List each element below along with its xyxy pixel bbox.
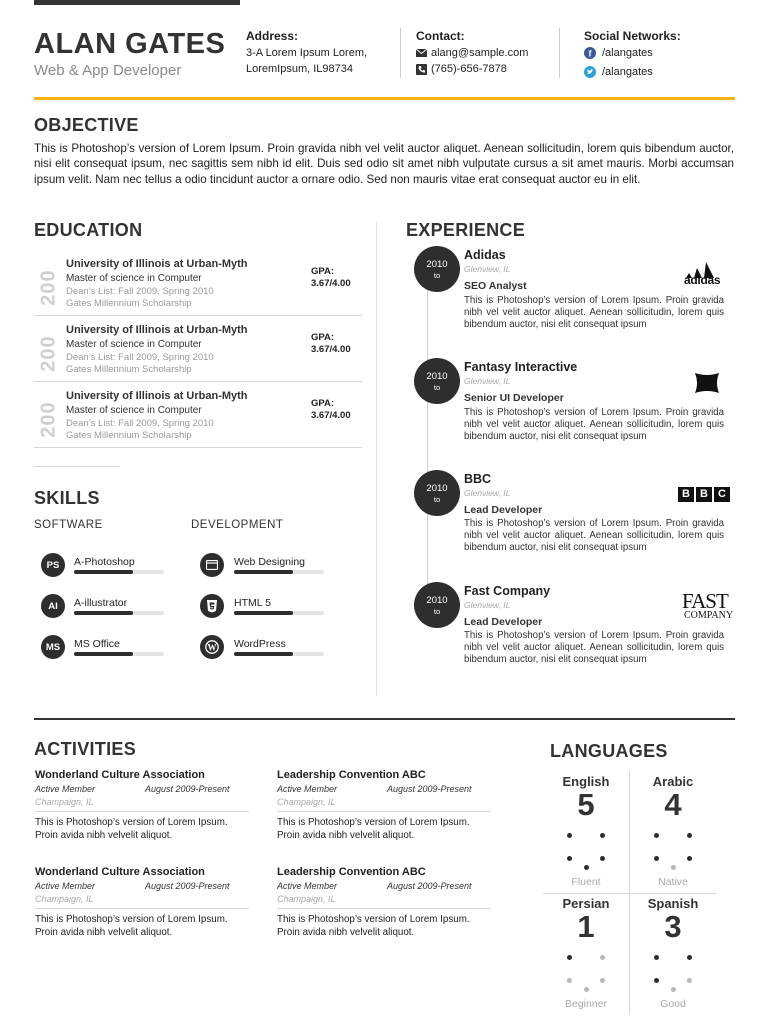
- header-accent-line: [34, 97, 735, 100]
- skill-bar: [74, 611, 164, 615]
- language-dot: [584, 865, 589, 870]
- objective-title: OBJECTIVE: [34, 115, 139, 135]
- education-degree: Master of science in Computer: [66, 273, 202, 284]
- column-divider: [376, 222, 377, 696]
- software-label: SOFTWARE: [34, 519, 103, 531]
- activity-line: [35, 811, 249, 812]
- language-dot: [600, 955, 605, 960]
- language-dot: [567, 955, 572, 960]
- education-year: 200: [37, 335, 60, 372]
- education-note: Gates Millennium Scholarship: [66, 298, 192, 309]
- header-divider: [400, 28, 401, 78]
- skill-bar-fill: [234, 652, 293, 656]
- person-role: Web & App Developer: [34, 62, 182, 79]
- skill-bar-fill: [74, 652, 133, 656]
- experience-description: This is Photoshop’s version of Lorem Ipsum. Proin gravida nibh vel velit auctor aliquet. Aenean sollicitudin, lorem quis bibendum auctor, nisi elit consequat ipsum: [464, 295, 724, 330]
- development-label: DEVELOPMENT: [191, 519, 284, 531]
- experience-title: EXPERIENCE: [406, 220, 526, 240]
- facebook-row: [584, 45, 681, 61]
- social-label: Social Networks:: [584, 29, 681, 43]
- skill-item-msoffice: [41, 635, 164, 659]
- experience-company: Fast Company: [464, 584, 551, 598]
- phone-icon: [416, 64, 427, 75]
- experience-position: SEO Analyst: [464, 280, 527, 292]
- facebook-link[interactable]: /alangates: [602, 47, 653, 59]
- activity-title: Leadership Convention ABC: [277, 866, 426, 878]
- experience-year: 2010: [426, 371, 448, 382]
- activity-title: Leadership Convention ABC: [277, 769, 426, 781]
- social-block: [584, 29, 681, 80]
- activity-line: [277, 811, 491, 812]
- education-year: 200: [37, 401, 60, 438]
- experience-to: to: [433, 607, 441, 616]
- gpa-value: 3.67/4.00: [311, 278, 351, 289]
- address-line2: LoremIpsum, IL98734: [246, 63, 354, 75]
- experience-company: BBC: [464, 472, 492, 486]
- education-note: Dean’s List: Fall 2009, Spring 2010: [66, 352, 214, 363]
- experience-location: Glenview, IL: [464, 376, 511, 386]
- gpa-label: GPA:: [311, 266, 335, 277]
- experience-year: 2010: [426, 595, 448, 606]
- education-item: [34, 318, 362, 382]
- html5-icon: [200, 594, 224, 618]
- language-dot: [654, 955, 659, 960]
- experience-date-badge: [414, 246, 460, 292]
- activity-date: August 2009-Present: [387, 784, 472, 794]
- experience-company: Adidas: [464, 248, 506, 262]
- language-level: Good: [660, 998, 686, 1010]
- skill-name: WordPress: [234, 638, 286, 650]
- skill-bar-fill: [74, 570, 133, 574]
- education-note: Gates Millennium Scholarship: [66, 364, 192, 375]
- language-dot: [687, 955, 692, 960]
- language-dot: [567, 978, 572, 983]
- fantasy-logo: [692, 370, 722, 401]
- language-item-english: [543, 774, 629, 892]
- activity-location: Champaign, IL: [35, 894, 94, 904]
- activity-role: Active Member: [35, 881, 96, 891]
- language-dot: [654, 833, 659, 838]
- education-school: University of Illinois at Urban-Myth: [66, 258, 248, 270]
- language-dots: [567, 947, 605, 985]
- svg-text:W: W: [207, 642, 217, 653]
- language-dot: [654, 856, 659, 861]
- activity-date: August 2009-Present: [145, 784, 230, 794]
- language-dot: [600, 833, 605, 838]
- activity-description: This is Photoshop’s version of Lorem Ipsum. Proin avida nibh velvelit aliquot.: [277, 817, 470, 841]
- language-name: Spanish: [647, 896, 699, 911]
- bbc-logo: B B C: [678, 487, 732, 503]
- experience-description: This is Photoshop’s version of Lorem Ipsum. Proin gravida nibh vel velit auctor aliquet. Aenean sollicitudin, lorem quis bibendum auctor, nisi elit consequat ipsum: [464, 518, 724, 553]
- illustrator-icon: AI: [41, 594, 65, 618]
- language-name: English: [562, 774, 610, 789]
- activity-role: Active Member: [35, 784, 96, 794]
- activity-description: This is Photoshop’s version of Lorem Ipsum. Proin avida nibh velvelit aliquot.: [277, 914, 470, 938]
- skill-bar: [234, 611, 324, 615]
- photoshop-icon: PS: [41, 553, 65, 577]
- skill-bar-fill: [234, 570, 293, 574]
- skill-item-wordpress: [200, 635, 324, 659]
- language-item-spanish: [630, 896, 716, 1014]
- activity-description: This is Photoshop’s version of Lorem Ipsum. Proin avida nibh velvelit aliquot.: [35, 914, 228, 938]
- phone-row: [416, 61, 528, 77]
- activity-date: August 2009-Present: [387, 881, 472, 891]
- education-end-line: [34, 466, 120, 467]
- address-line1: 3-A Lorem Ipsum Lorem,: [246, 47, 368, 59]
- skill-item-photoshop: [41, 553, 164, 577]
- education-degree: Master of science in Computer: [66, 405, 202, 416]
- skill-bar-fill: [74, 611, 133, 615]
- contact-label: Contact:: [416, 29, 465, 43]
- email-row: [416, 45, 528, 61]
- experience-location: Glenview, IL: [464, 488, 511, 498]
- experience-location: Glenview, IL: [464, 264, 511, 274]
- browser-icon: [200, 553, 224, 577]
- gpa-label: GPA:: [311, 398, 335, 409]
- activity-role: Active Member: [277, 784, 338, 794]
- skills-title: SKILLS: [34, 488, 100, 508]
- language-dot: [671, 987, 676, 992]
- experience-year: 2010: [426, 483, 448, 494]
- activity-location: Champaign, IL: [277, 797, 336, 807]
- activity-title: Wonderland Culture Association: [35, 866, 205, 878]
- experience-position: Lead Developer: [464, 616, 543, 628]
- activity-item: [277, 769, 491, 842]
- education-title: EDUCATION: [34, 220, 143, 240]
- experience-location: Glenview, IL: [464, 600, 511, 610]
- phone-number: (765)-656-7878: [431, 63, 507, 75]
- skill-name: HTML 5: [234, 597, 271, 609]
- top-accent-bar: [34, 0, 240, 5]
- address-label: Address:: [246, 29, 299, 43]
- language-score: 1: [577, 909, 595, 944]
- experience-to: to: [433, 495, 441, 504]
- activity-item: [35, 866, 249, 939]
- experience-position: Senior UI Developer: [464, 392, 564, 404]
- language-item-persian: [543, 896, 629, 1014]
- language-name: Persian: [562, 896, 610, 911]
- skill-bar: [74, 570, 164, 574]
- language-dots: [654, 947, 692, 985]
- skill-name: A-illustrator: [74, 597, 128, 609]
- education-year: 200: [37, 269, 60, 306]
- education-item: [34, 384, 362, 448]
- languages-hdivider: [543, 893, 716, 894]
- gpa-value: 3.67/4.00: [311, 344, 351, 355]
- objective-text: This is Photoshop’s version of Lorem Ipsum. Proin gravida nibh vel velit auctor aliquet. Aenean sollicitudin, lorem quis bibendum auctor, nisi elit consequat ipsum, nec sagittis sem nibh id elit. Duis sed odio sit amet nibh vulputate cursus a sit amet mauris. Morbi accumsan ipsum velit. Nam nec tellus a odio tincidunt auctor a ornare odio. Sed non mauris vitae erat consequat auctor eu in elit.: [34, 142, 734, 186]
- email-link[interactable]: alang@sample.com: [431, 47, 529, 59]
- twitter-row: [584, 64, 681, 80]
- mail-icon: [416, 49, 427, 57]
- activity-description: This is Photoshop’s version of Lorem Ipsum. Proin avida nibh velvelit aliquot.: [35, 817, 228, 841]
- skill-bar: [234, 570, 324, 574]
- skill-item-html5: [200, 594, 324, 618]
- activity-item: [35, 769, 249, 842]
- contact-block: [416, 29, 528, 77]
- language-score: 3: [664, 909, 682, 944]
- activities-divider: [34, 718, 735, 720]
- language-level: Native: [658, 876, 688, 888]
- language-dot: [600, 856, 605, 861]
- experience-date-badge: [414, 470, 460, 516]
- language-dot: [687, 833, 692, 838]
- education-note: Dean’s List: Fall 2009, Spring 2010: [66, 286, 214, 297]
- experience-to: to: [433, 271, 441, 280]
- activity-item: [277, 866, 491, 939]
- experience-date-badge: [414, 358, 460, 404]
- language-item-arabic: [630, 774, 716, 892]
- language-dot: [671, 865, 676, 870]
- experience-position: Lead Developer: [464, 504, 543, 516]
- skill-name: MS Office: [74, 638, 120, 650]
- education-school: University of Illinois at Urban-Myth: [66, 390, 248, 402]
- language-level: Fluent: [571, 876, 601, 888]
- language-name: Arabic: [652, 774, 694, 789]
- skill-name: Web Designing: [234, 556, 306, 568]
- person-name: ALAN GATES: [34, 28, 226, 60]
- education-note: Dean’s List: Fall 2009, Spring 2010: [66, 418, 214, 429]
- education-degree: Master of science in Computer: [66, 339, 202, 350]
- language-level: Beginner: [564, 998, 608, 1010]
- language-dots: [567, 825, 605, 863]
- language-dots: [654, 825, 692, 863]
- gpa-label: GPA:: [311, 332, 335, 343]
- activity-location: Champaign, IL: [277, 894, 336, 904]
- education-note: Gates Millennium Scholarship: [66, 430, 192, 441]
- activities-title: ACTIVITIES: [34, 739, 137, 759]
- experience-company: Fantasy Interactive: [464, 360, 578, 374]
- twitter-icon: [584, 66, 596, 78]
- experience-year: 2010: [426, 259, 448, 270]
- experience-description: This is Photoshop’s version of Lorem Ipsum. Proin gravida nibh vel velit auctor aliquet. Aenean sollicitudin, lorem quis bibendum auctor, nisi elit consequat ipsum: [464, 407, 724, 442]
- languages-title: LANGUAGES: [550, 741, 668, 761]
- facebook-icon: [584, 47, 596, 59]
- education-item: [34, 252, 362, 316]
- msoffice-icon: MS: [41, 635, 65, 659]
- language-score: 5: [577, 787, 595, 822]
- skill-item-illustrator: [41, 594, 164, 618]
- experience-description: This is Photoshop’s version of Lorem Ipsum. Proin gravida nibh vel velit auctor aliquet. Aenean sollicitudin, lorem quis bibendum auctor, nisi elit consequat ipsum: [464, 630, 724, 665]
- activity-title: Wonderland Culture Association: [35, 769, 205, 781]
- language-dot: [567, 833, 572, 838]
- skill-item-webdesign: [200, 553, 324, 577]
- language-dot: [687, 856, 692, 861]
- wordpress-icon: [200, 635, 224, 659]
- fastcompany-logo: FAST COMPANY: [682, 589, 734, 621]
- activity-date: August 2009-Present: [145, 881, 230, 891]
- activity-location: Champaign, IL: [35, 797, 94, 807]
- activity-role: Active Member: [277, 881, 338, 891]
- language-dot: [687, 978, 692, 983]
- experience-date-badge: [414, 582, 460, 628]
- gpa-value: 3.67/4.00: [311, 410, 351, 421]
- adidas-logo: [684, 258, 732, 286]
- twitter-link[interactable]: /alangates: [602, 66, 653, 78]
- activity-line: [35, 908, 249, 909]
- header-divider: [559, 28, 560, 78]
- skill-bar: [74, 652, 164, 656]
- language-dot: [600, 978, 605, 983]
- language-dot: [654, 978, 659, 983]
- activity-line: [277, 908, 491, 909]
- language-dot: [567, 856, 572, 861]
- address-block: [246, 29, 367, 77]
- experience-timeline: [427, 262, 428, 622]
- experience-to: to: [433, 383, 441, 392]
- skill-bar-fill: [234, 611, 293, 615]
- skill-name: A-Photoshop: [74, 556, 135, 568]
- education-school: University of Illinois at Urban-Myth: [66, 324, 248, 336]
- language-score: 4: [664, 787, 682, 822]
- language-dot: [584, 987, 589, 992]
- skill-bar: [234, 652, 324, 656]
- svg-text:f: f: [588, 48, 592, 59]
- adidas-logo-text: adidas: [684, 273, 721, 287]
